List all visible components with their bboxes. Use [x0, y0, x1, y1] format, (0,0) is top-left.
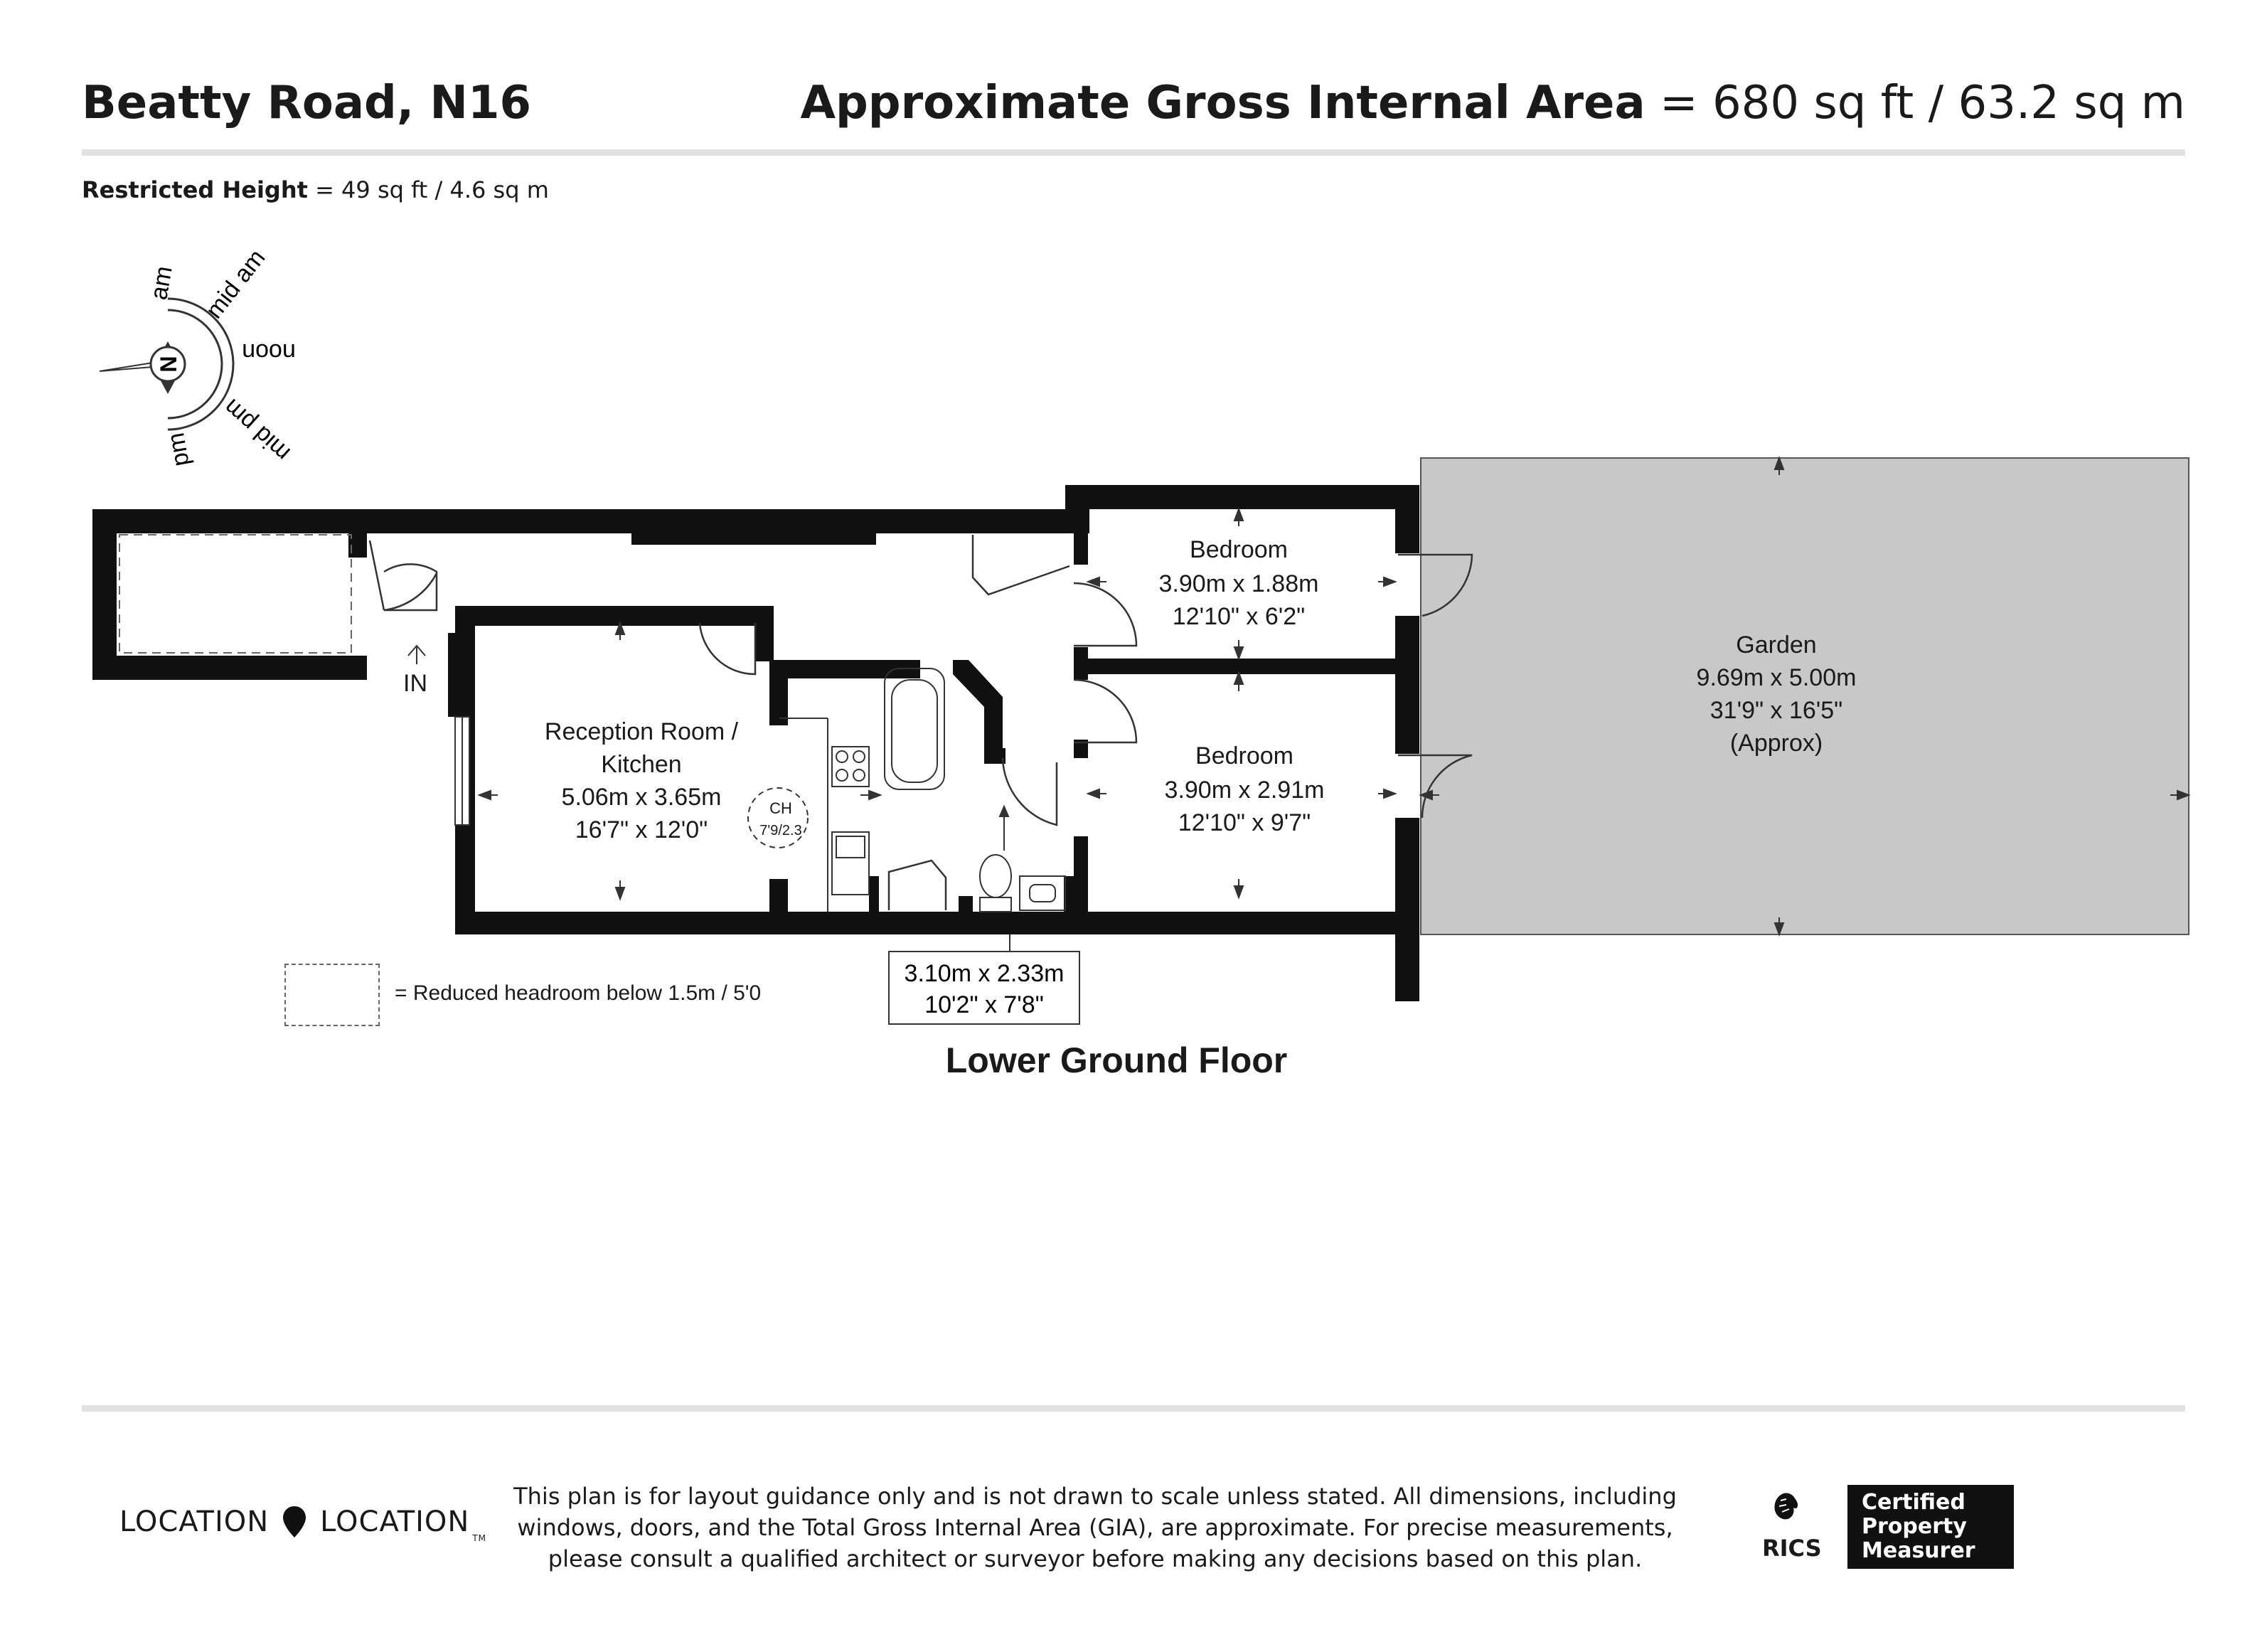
- area-value: = 680 sq ft / 63.2 sq m: [1659, 77, 2185, 129]
- location-location-logo: [119, 1501, 486, 1543]
- bedroom2-name: Bedroom: [1195, 742, 1293, 769]
- bedroom1-name: Bedroom: [1190, 536, 1288, 563]
- door-bedroom1: [1074, 583, 1136, 646]
- compass-noon: noon: [242, 339, 296, 366]
- badge-line-1: Certified: [1862, 1490, 1965, 1515]
- garden-imperial: 31'9" x 16'5": [1709, 697, 1843, 724]
- rics-label: RICS: [1762, 1535, 1822, 1562]
- compass-north-label: N: [156, 356, 181, 373]
- logo-word-2: LOCATION: [320, 1506, 470, 1538]
- garden-area: [1421, 458, 2189, 934]
- door-cupboard: [973, 535, 1070, 595]
- entrance-arrow-icon: [408, 646, 425, 664]
- ceiling-height-label: CH: [769, 799, 792, 817]
- area-label: Approximate Gross Internal Area: [800, 77, 1645, 129]
- door-reception: [700, 623, 755, 674]
- compass: [100, 245, 296, 469]
- garden-name: Garden: [1736, 632, 1817, 659]
- bedroom1-metric: 3.90m x 1.88m: [1158, 570, 1319, 597]
- disclaimer: This plan is for layout guidance only and is not drawn to scale unless stated. All dimensions, including windows, doors, and the Total Gross Internal Area (GIA), are approximate. For precise measurements, please consult a qualified architect or surveyor before making any decisions based on this plan.: [513, 1483, 1677, 1572]
- restricted-area: [119, 535, 351, 653]
- garden-metric: 9.69m x 5.00m: [1696, 664, 1857, 691]
- fixtures: [748, 668, 1065, 912]
- compass-pm: pm: [162, 430, 195, 469]
- reception-name-1: Reception Room /: [544, 718, 739, 745]
- ceiling-height-value: 7'9/2.3: [759, 823, 802, 838]
- compass-mid-pm: mid pm: [218, 393, 296, 467]
- toilet-icon: [980, 855, 1011, 897]
- bedroom1-imperial: 12'10" x 6'2": [1172, 603, 1306, 630]
- restricted-label: Restricted Height: [82, 176, 308, 203]
- reception-imperial: 16'7" x 12'0": [575, 816, 708, 843]
- legend-text: = Reduced headroom below 1.5m / 5'0: [395, 981, 762, 1005]
- reception-name-2: Kitchen: [601, 751, 682, 778]
- basin-icon: [1020, 876, 1065, 910]
- bedroom2-imperial: 12'10" x 9'7": [1178, 809, 1311, 836]
- sink-icon: [832, 832, 869, 895]
- door-entrance-swing: [384, 564, 437, 610]
- certified-measurer-badge: [1847, 1485, 2014, 1569]
- bathroom-metric: 3.10m x 2.33m: [904, 960, 1065, 987]
- compass-am: am: [145, 264, 178, 302]
- legend-swatch: [284, 964, 380, 1026]
- restricted-value: = 49 sq ft / 4.6 sq m: [315, 176, 549, 203]
- bedroom2-metric: 3.90m x 2.91m: [1164, 777, 1325, 804]
- garden-note: (Approx): [1729, 730, 1823, 757]
- door-bedroom2: [1074, 680, 1136, 742]
- floor-label: Lower Ground Floor: [945, 1040, 1288, 1080]
- footer-divider: [82, 1405, 2185, 1412]
- logo-tm: TM: [472, 1533, 487, 1543]
- badge-line-3: Measurer: [1862, 1538, 1975, 1563]
- entrance-label: IN: [403, 670, 427, 697]
- map-pin-icon: [282, 1505, 307, 1539]
- bathroom-imperial: 10'2" x 7'8": [924, 991, 1044, 1018]
- door-bath-cupboard: [889, 860, 946, 910]
- ceiling-height-marker: [748, 788, 808, 848]
- compass-mid-am: mid am: [200, 244, 271, 324]
- logo-word-1: LOCATION: [119, 1506, 270, 1538]
- badge-line-2: Property: [1862, 1514, 1967, 1539]
- door-bathroom: [1003, 758, 1057, 825]
- reception-metric: 5.06m x 3.65m: [561, 784, 722, 811]
- door-store: [370, 540, 437, 610]
- property-address: Beatty Road, N16: [82, 77, 532, 129]
